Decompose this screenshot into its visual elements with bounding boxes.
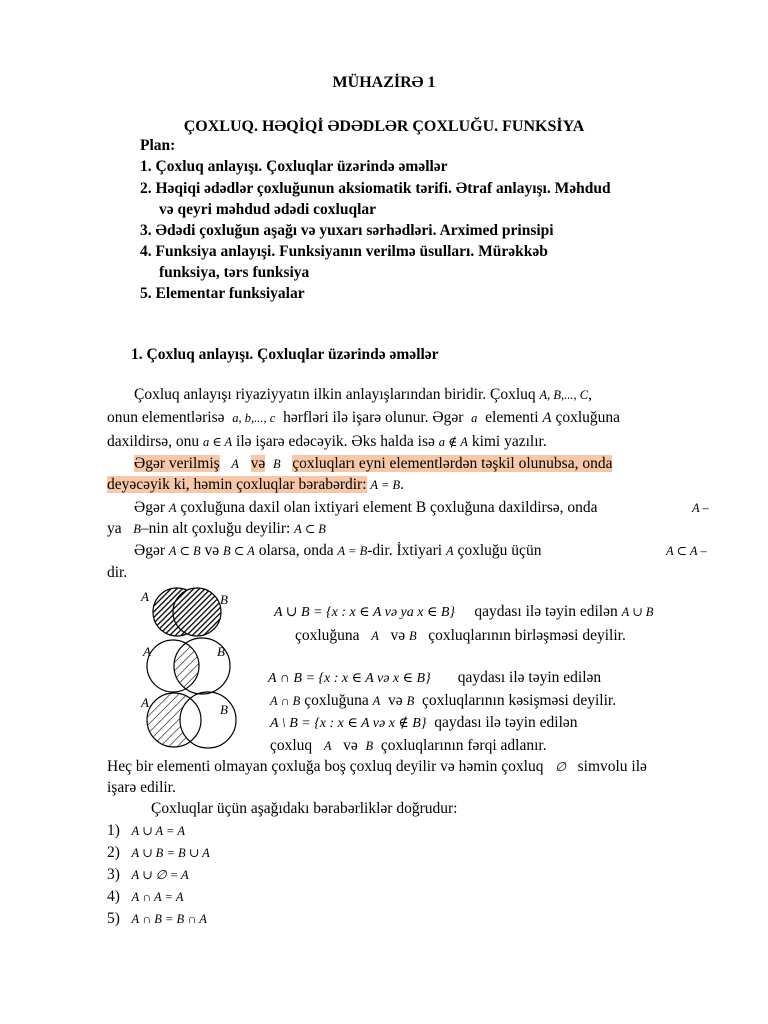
math-A: A [371,629,379,643]
section-heading: 1. Çoxluq anlayışı. Çoxluqlar üzərində əməllər [131,346,439,363]
intersection-text: qaydası ilə təyin edilən [457,669,602,686]
math-equality: A = B [337,544,368,558]
math-A: A [542,410,552,426]
plan-item-2: 2. Həqiqi ədədlər çoxluğunun aksiomatik tərifi. Ətraf anlayışı. Məhdud [140,180,611,197]
highlighted-text: deyəcəyik ki, həmin çoxluqlar bərabərdir: [107,476,367,493]
venn2-label-b: B [217,644,225,659]
math-B: B [365,739,374,753]
intersection-text: çoxluqlarının kəsişməsi deyilir. [421,692,617,709]
union-line1 [274,603,653,621]
math-B: B [406,694,415,708]
plan-item-5: 5. Elementar funksiyalar [140,285,305,302]
p1-text: daxildirsə, onu [107,433,200,450]
union-text: qaydası ilə təyin edilən [474,603,618,620]
plan-item-4: 4. Funksiya anlayışi. Funksiyanın verilmə üsulları. Mürəkkəb [140,243,548,260]
p1-text: çoxluğuna [555,409,621,426]
equality-number: 4) [107,888,120,905]
equality-number: 1) [107,822,120,839]
venn1-label-b: B [220,592,228,607]
math-A: A [323,739,332,753]
union-formula: A ∪ B = {x : x ∈ A və ya x ∈ B} [274,605,455,620]
p1-line1 [134,386,592,404]
p1-text: Çoxluq anlayışı riyaziyyatın ilkin anlayışlarından biridir. Çoxluq [134,386,536,403]
p3-line1 [134,499,598,517]
plan-item-1: 1. Çoxluq anlayışı. Çoxluqlar üzərində əməllər [140,158,448,175]
math-membership: a ∈ A [203,435,233,449]
equality-number: 2) [107,844,120,861]
p3-text: –nin alt çoxluğu deyilir: [140,520,291,537]
intersection-text: çoxluğuna [304,692,369,709]
p4-text: olarsa, onda [258,542,334,559]
difference-line2 [270,737,547,755]
p4-text: Əgər [134,542,165,559]
math-sets: A, B,..., C [539,388,589,402]
venn3-label-b: B [220,702,228,717]
empty-set-text: Heç bir elementi olmayan çoxluğa boş çoxluq deyilir və həmin çoxluq [107,758,544,775]
p2-line2 [107,476,404,494]
equality-expression: A ∪ B = B ∪ A [131,846,210,860]
math-a: a [471,411,478,425]
p3-text: çoxluğuna daxil olan ixtiyari element B çoxluğuna daxildirsə, onda [180,499,598,516]
p4-text: çoxluğu üçün [457,542,542,559]
empty-set-line1 [107,758,647,776]
p4-tail [666,542,707,560]
math-A: A [168,501,177,515]
empty-set-symbol: ∅ [555,760,566,774]
p4-line2: dir. [107,564,128,581]
plan-item-4-cont: funksiya, tərs funksiya [159,264,310,281]
math-intersection: A ∩ B [270,694,301,708]
math-A-dash: A – [692,501,709,515]
venn-union-diagram [140,585,250,645]
math-A: A [372,694,381,708]
venn1-label-a: A [141,589,149,604]
equality-expression: A ∪ A = A [131,824,185,838]
equality-number: 3) [107,866,120,883]
equality-expression: A ∪ ∅ = A [131,868,189,882]
difference-text: qaydası ilə təyin edilən [434,714,578,731]
p3-line2 [107,520,326,538]
equality-number: 5) [107,910,120,927]
p1-text: kimi yazılır. [471,433,547,450]
union-text: çoxluqlarının birləşməsi deyilir. [428,627,626,644]
difference-text: çoxluq [270,737,313,754]
plan-item-3: 3. Ədədi çoxluğun aşağı və yuxarı sərhədləri. Arximed prinsipi [140,222,554,239]
difference-line1 [270,714,578,732]
empty-set-text: simvolu ilə [577,758,647,775]
math-B: B [272,457,281,471]
union-text: çoxluğuna [295,627,360,644]
p1-comma: , [588,386,593,403]
p3-tail [692,499,709,517]
equality-item [107,844,210,862]
intersection-formula: A ∩ B = {x : x ∈ A və x ∈ B} [268,671,431,686]
p1-text: onun elementlərisə [107,409,225,426]
equality-item [107,866,189,884]
highlighted-text: çoxluqları eyni elementlərdən təşkil olunubsa, onda [292,455,613,472]
venn2-label-a: A [143,644,151,659]
equality-item [107,822,185,840]
p1-line2 [107,409,620,427]
difference-text: çoxluqlarının fərqi adlanır. [380,737,547,754]
p1-text: elementi [485,409,539,426]
p1-text: ilə işarə edəcəyik. Əks halda isə [236,433,435,450]
math-B: B [408,629,417,643]
p4-text: və [204,542,220,559]
page-title: ÇOXLUQ. HƏQİQİ ƏDƏDLƏR ÇOXLUĞU. FUNKSİYA [183,118,585,135]
equality-item [107,888,184,906]
equality-expression: A ∩ A = A [131,890,184,904]
equalities-intro: Çoxluqlar üçün aşağıdakı bərabərliklər doğrudur: [151,800,458,817]
p1-text: hərfləri ilə işarə olunur. Əgər [283,409,464,426]
venn-difference-diagram [140,690,250,754]
p4-text: -dir. İxtiyari [367,542,443,559]
venn3-label-a: A [141,695,149,710]
math-elements: a, b,..., c [232,411,276,425]
empty-set-line2: işarə edilir. [107,779,176,796]
union-line2 [295,627,626,645]
difference-text: və [343,737,358,754]
union-text: və [390,627,406,644]
math-equality: A = B [370,478,401,492]
plan-item-2-cont: və qeyri məhdud ədədi coxluqlar [159,201,377,218]
intersection-text: və [388,692,403,709]
math-subset: A ⊂ B [294,522,326,536]
venn-intersection-diagram [140,637,250,697]
p3-text: Əgər [134,499,165,516]
equality-expression: A ∩ B = B ∩ A [131,912,207,926]
math-A: A [231,457,239,471]
p4-line1 [134,542,541,560]
equality-item [107,910,207,928]
lecture-number: MÜHAZİRƏ 1 [332,74,436,91]
intersection-line1 [268,669,601,687]
period: . [400,476,405,493]
p3-text: ya [107,520,122,537]
intersection-line2 [270,692,616,710]
math-B: B [133,522,141,536]
highlighted-text: və [250,455,266,472]
math-subset: A ⊂ B [168,544,201,558]
math-A: A [445,544,454,558]
difference-formula: A \ B = {x : x ∈ A və x ∉ B} [270,716,427,731]
p2-line1 [134,455,612,473]
plan-label: Plan: [140,137,176,154]
math-subset: B ⊂ A [223,544,255,558]
p1-line3 [107,433,547,451]
highlighted-text: Əgər verilmiş [134,455,220,472]
math-self-subset: A ⊂ A – [666,544,707,558]
math-non-membership: a ∉ A [438,435,468,449]
math-union: A ∪ B [621,605,654,619]
